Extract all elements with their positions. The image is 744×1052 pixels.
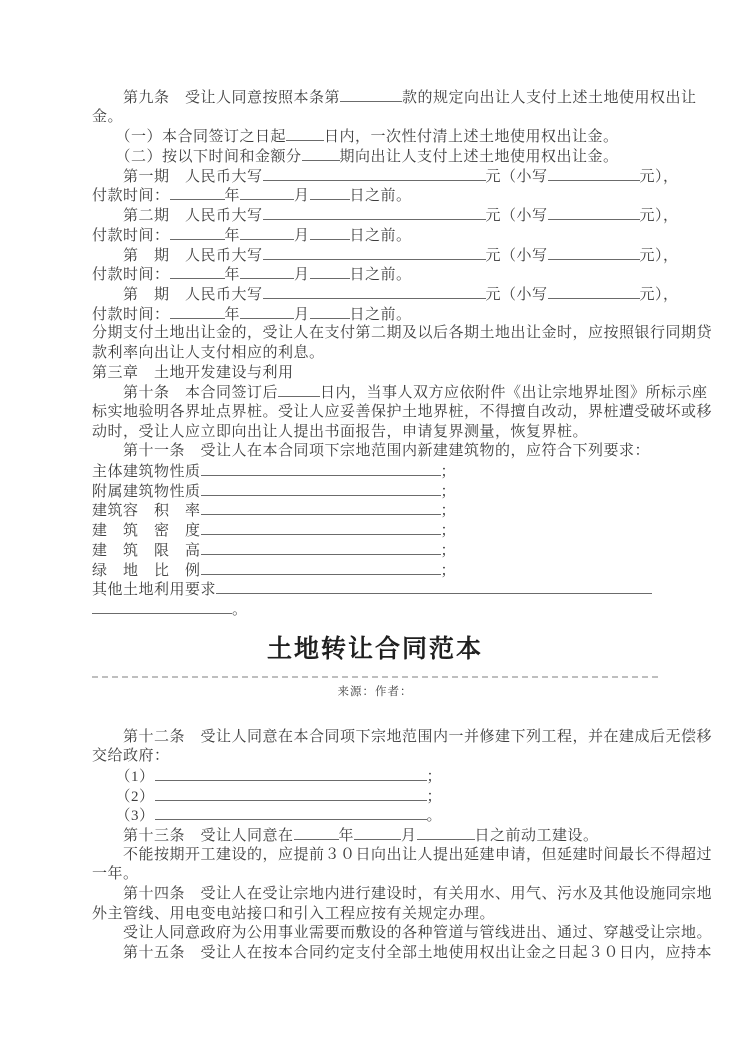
document-line: [92, 944, 713, 964]
fill-in-blank: [294, 826, 339, 840]
fill-in-blank: [263, 285, 486, 299]
text-run: 月: [401, 828, 417, 844]
fill-in-blank: [340, 88, 402, 102]
fill-in-blank: [240, 305, 294, 319]
document-line: [92, 265, 658, 285]
text-run: 元），: [639, 286, 679, 303]
text-run: 动时，受让人应立即向出让人提出书面报告，申请复界测量，恢复界桩。: [92, 423, 589, 440]
fill-in-blank: [310, 265, 350, 279]
text-run: 付款时间：: [92, 306, 170, 323]
text-run: 建 筑 密 度: [92, 523, 201, 540]
fill-in-blank: [240, 226, 294, 240]
fill-in-blank: [263, 246, 486, 260]
text-run: ；: [426, 768, 443, 785]
document-line: [92, 806, 658, 826]
text-run: 日内，一次性付清上述土地使用权出让金。: [324, 129, 619, 146]
text-run: 分期支付土地出让金的，受让人在支付第二期及以后各期土地出让金时，应按照银行同期贷: [92, 325, 713, 342]
text-run: 建 筑 限 高: [92, 542, 201, 559]
text-run: 付款时间：: [92, 227, 170, 244]
text-run: 第一期 人民币大写: [92, 168, 263, 185]
text-run: 第 期 人民币大写: [92, 286, 263, 303]
fill-in-blank: [92, 600, 232, 614]
fill-in-blank: [216, 580, 652, 594]
document-line: [92, 521, 658, 541]
text-run: ；: [440, 523, 457, 540]
text-run: 元（小写: [485, 247, 548, 264]
document-line: [92, 846, 713, 866]
fill-in-blank: [201, 521, 441, 535]
document-line: [92, 885, 713, 905]
fill-in-blank: [170, 265, 225, 279]
text-run: 年: [338, 828, 355, 844]
text-run: 交给政府：: [92, 748, 170, 765]
section-before-title: [92, 88, 713, 620]
text-run: 不能按期开工建设的，应提前３０日向出让人提出延建申请，但延建时间最长不得超过: [92, 846, 713, 863]
document-line: [92, 501, 658, 521]
fill-in-blank: [155, 806, 427, 820]
text-run: 第十三条 受让人同意在: [92, 828, 294, 844]
document-line: [92, 787, 658, 807]
document-line: [92, 147, 658, 167]
fill-in-blank: [201, 462, 441, 476]
document-line: [92, 423, 658, 443]
fill-in-blank: [201, 541, 441, 555]
text-run: 元），: [639, 168, 679, 185]
document-line: [92, 600, 658, 620]
document-line: [92, 541, 658, 561]
fill-in-blank: [263, 206, 486, 220]
text-run: 第十四条 受让人在受让宗地内进行建设时，有关用水、用气、污水及其他设施同宗地: [92, 886, 713, 903]
text-run: 第 期 人民币大写: [92, 247, 263, 264]
fill-in-blank: [548, 206, 640, 220]
fill-in-blank: [354, 826, 401, 840]
document-line: [92, 728, 713, 748]
text-run: 第十二条 受让人同意在本合同项下宗地范围内一并修建下列工程，并在建成后无偿移: [92, 728, 713, 745]
text-run: 付款时间：: [92, 267, 170, 284]
document-line: [92, 924, 713, 944]
text-run: 年: [224, 267, 241, 284]
fill-in-blank: [240, 265, 294, 279]
text-run: 日之前。: [349, 306, 412, 323]
text-run: （一）本合同签订之日起: [92, 129, 287, 146]
contract-body: [92, 88, 713, 964]
text-run: 日之前。: [349, 227, 412, 244]
text-run: 年: [224, 188, 241, 205]
text-run: 标实地验明各界址点界桩。受让人应妥善保护土地界桩，不得擅自改动，界桩遭受破坏或移: [92, 404, 713, 420]
text-run: ；: [426, 788, 443, 805]
text-run: 第三章 土地开发建设与利用: [92, 364, 294, 381]
document-line: [92, 905, 658, 925]
text-run: 月: [294, 188, 310, 205]
document-line: [92, 767, 658, 787]
page-title: 土地转让合同范本: [266, 635, 483, 663]
text-run: 元），: [639, 208, 679, 225]
text-run: 第二期 人民币大写: [92, 208, 263, 225]
fill-in-blank: [201, 482, 441, 496]
text-run: 元（小写: [485, 286, 548, 303]
fill-in-blank: [278, 383, 320, 397]
text-run: 日之前。: [349, 267, 412, 284]
document-line: [92, 127, 658, 147]
fill-in-blank: [201, 501, 441, 515]
text-run: 。: [426, 808, 443, 825]
document-line: [92, 865, 658, 885]
document-line: [92, 442, 658, 462]
document-line: [92, 383, 708, 403]
text-run: 其他土地利用要求: [92, 582, 217, 599]
text-run: 付款时间：: [92, 188, 170, 205]
text-run: 款的规定向出让人支付上述土地使用权出让: [402, 90, 697, 106]
text-run: 第十五条 受让人在按本合同约定支付全部土地使用权出让金之日起３０日内，应持本: [92, 945, 713, 962]
text-run: （二）按以下时间和金额分: [92, 149, 302, 166]
fill-in-blank: [170, 226, 225, 240]
text-run: 绿 地 比 例: [92, 562, 201, 579]
document-line: [92, 364, 658, 384]
text-run: （3）: [92, 808, 155, 825]
document-line: [92, 305, 658, 325]
text-run: 款利率向出让人支付相应的利息。: [92, 344, 325, 361]
dashed-divider: [92, 676, 658, 678]
text-run: 年: [224, 227, 241, 244]
text-run: 日内，当事人双方应依附件《出让宗地界址图》所标示座: [320, 385, 708, 402]
text-run: ；: [440, 542, 457, 559]
fill-in-blank: [170, 186, 225, 200]
text-run: 受让人同意政府为公用事业需要而敷设的各种管道与管线进出、通过、穿越受让宗地。: [92, 925, 713, 942]
document-line: [92, 344, 658, 364]
text-run: 第十一条 受让人在本合同项下宗地范围内新建建筑物的，应符合下列要求：: [92, 443, 651, 460]
fill-in-blank: [155, 787, 427, 801]
section-after-title: [92, 728, 713, 964]
text-run: 。: [232, 601, 248, 618]
text-run: ；: [440, 562, 457, 579]
fill-in-blank: [263, 167, 486, 181]
text-run: 日之前动工建设。: [474, 828, 599, 844]
document-line: [92, 226, 658, 246]
fill-in-blank: [310, 305, 350, 319]
fill-in-blank: [155, 767, 427, 781]
fill-in-blank: [417, 826, 475, 840]
document-line: [92, 246, 679, 266]
text-run: 月: [294, 306, 310, 323]
document-line: [92, 285, 679, 305]
text-run: 第九条 受让人同意按照本条第: [92, 90, 341, 106]
text-run: 主体建筑物性质: [92, 464, 201, 481]
document-line: [92, 826, 658, 846]
source-author-line: 来源：作者：: [337, 685, 413, 698]
text-run: ；: [440, 483, 457, 500]
text-run: ；: [440, 503, 457, 520]
text-run: 年: [224, 306, 241, 323]
text-run: 元（小写: [485, 168, 548, 185]
text-run: 建筑容 积 率: [92, 503, 201, 520]
fill-in-blank: [201, 561, 441, 575]
text-run: 期向出让人支付上述土地使用权出让金。: [339, 149, 619, 166]
document-line: [92, 206, 679, 226]
document-line: [92, 167, 679, 187]
fill-in-blank: [240, 186, 294, 200]
text-run: （2）: [92, 788, 155, 805]
fill-in-blank: [548, 246, 640, 260]
fill-in-blank: [170, 305, 225, 319]
fill-in-blank: [310, 186, 350, 200]
document-line: [92, 482, 658, 502]
document-line: [92, 324, 713, 344]
text-run: 一年。: [92, 866, 139, 883]
fill-in-blank: [302, 147, 340, 161]
document-line: [92, 403, 713, 423]
fill-in-blank: [548, 285, 640, 299]
document-line: [92, 561, 658, 581]
text-run: 附属建筑物性质: [92, 483, 201, 500]
text-run: 元（小写: [485, 208, 548, 225]
text-run: 日之前。: [349, 188, 412, 205]
text-run: （1）: [92, 768, 155, 785]
text-run: 第十条 本合同签订后: [92, 385, 279, 402]
document-line: [92, 580, 658, 600]
document-line: [92, 747, 658, 767]
fill-in-blank: [548, 167, 640, 181]
document-line: [92, 186, 658, 206]
text-run: 外主管线、用电变电站接口和引入工程应按有关规定办理。: [92, 905, 496, 922]
document-line: [92, 88, 697, 108]
text-run: 元），: [639, 247, 679, 264]
text-run: 月: [294, 227, 310, 244]
text-run: 月: [294, 267, 310, 284]
text-run: ；: [440, 464, 457, 481]
fill-in-blank: [310, 226, 350, 240]
fill-in-blank: [286, 127, 324, 141]
document-line: [92, 462, 658, 482]
document-line: [92, 108, 658, 128]
text-run: 金。: [92, 108, 124, 125]
